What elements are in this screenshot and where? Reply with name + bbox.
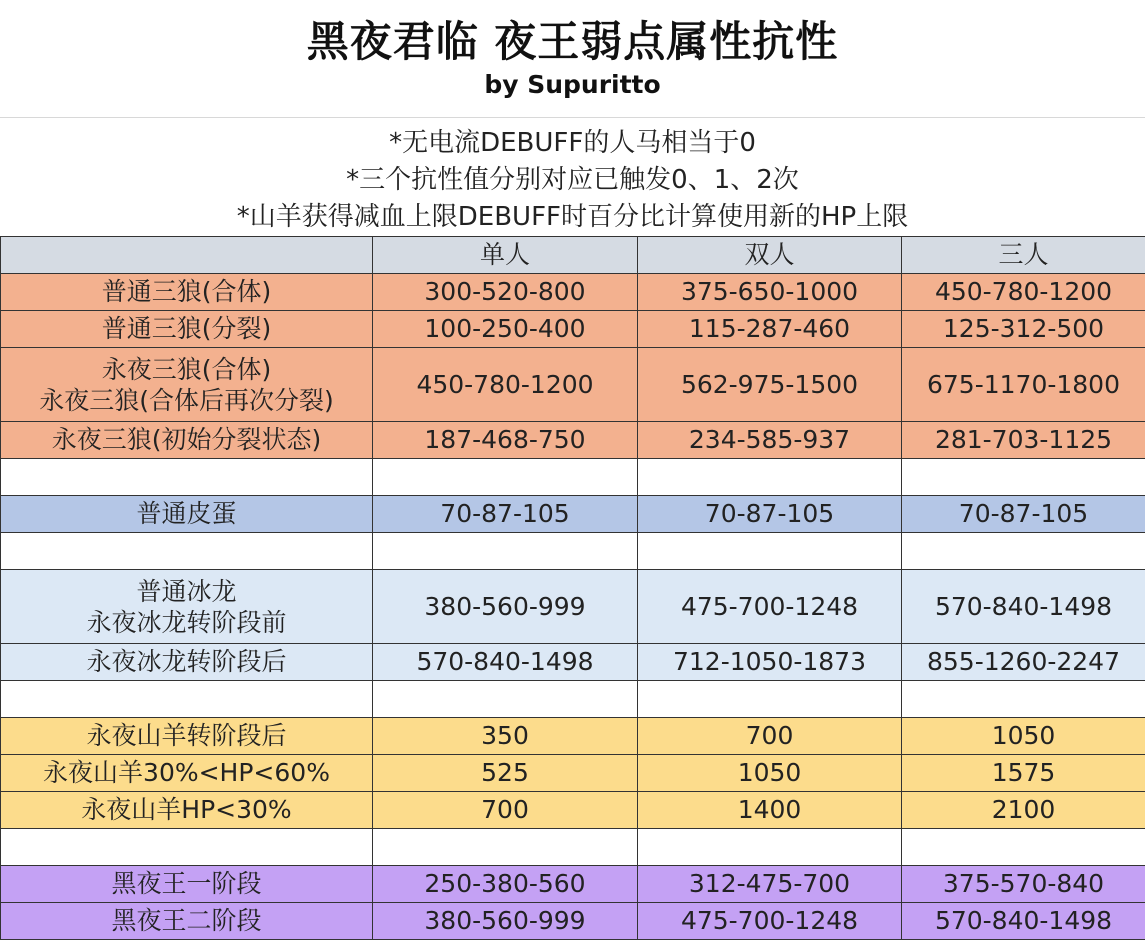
value-cell: 570-840-1498 <box>902 903 1145 940</box>
value-cell: 70-87-105 <box>638 496 902 533</box>
row-label <box>1 348 373 422</box>
page-title: 黑夜君临 夜王弱点属性抗性 <box>0 0 1145 70</box>
row-label: 永夜山羊30%<HP<60% <box>1 755 373 792</box>
value-cell: 70-87-105 <box>373 496 638 533</box>
table-row <box>1 311 1145 348</box>
column-header <box>1 237 373 274</box>
value-cell: 1400 <box>638 792 902 829</box>
row-label-line: 永夜冰龙转阶段前 <box>1 607 372 638</box>
row-label: 永夜三狼(初始分裂状态) <box>1 422 373 459</box>
row-label: 普通三狼(分裂) <box>1 311 373 348</box>
note-line: *山羊获得减血上限DEBUFF时百分比计算使用新的HP上限 <box>0 199 1145 236</box>
value-cell: 70-87-105 <box>902 496 1145 533</box>
value-cell: 562-975-1500 <box>638 348 902 422</box>
value-cell: 380-560-999 <box>373 570 638 644</box>
row-label <box>1 570 373 644</box>
column-header: 双人 <box>638 237 902 274</box>
value-cell: 450-780-1200 <box>902 274 1145 311</box>
value-cell: 570-840-1498 <box>902 570 1145 644</box>
column-header: 三人 <box>902 237 1145 274</box>
title-block <box>0 0 1145 118</box>
value-cell: 475-700-1248 <box>638 903 902 940</box>
row-label-line: 永夜三狼(合体) <box>1 354 372 385</box>
resistance-table <box>0 236 1145 940</box>
table-row <box>1 903 1145 940</box>
spacer-row <box>1 829 1145 866</box>
value-cell: 2100 <box>902 792 1145 829</box>
value-cell: 675-1170-1800 <box>902 348 1145 422</box>
value-cell: 1575 <box>902 755 1145 792</box>
value-cell: 380-560-999 <box>373 903 638 940</box>
value-cell: 475-700-1248 <box>638 570 902 644</box>
value-cell: 855-1260-2247 <box>902 644 1145 681</box>
value-cell: 312-475-700 <box>638 866 902 903</box>
table-row <box>1 866 1145 903</box>
table-row <box>1 422 1145 459</box>
spacer-row <box>1 459 1145 496</box>
spacer-row <box>1 533 1145 570</box>
value-cell: 115-287-460 <box>638 311 902 348</box>
table-row <box>1 644 1145 681</box>
row-label: 永夜冰龙转阶段后 <box>1 644 373 681</box>
value-cell: 375-650-1000 <box>638 274 902 311</box>
row-label: 黑夜王二阶段 <box>1 903 373 940</box>
row-label: 永夜山羊转阶段后 <box>1 718 373 755</box>
value-cell: 1050 <box>638 755 902 792</box>
value-cell: 100-250-400 <box>373 311 638 348</box>
row-label: 黑夜王一阶段 <box>1 866 373 903</box>
value-cell: 1050 <box>902 718 1145 755</box>
value-cell: 234-585-937 <box>638 422 902 459</box>
value-cell: 125-312-500 <box>902 311 1145 348</box>
column-header: 单人 <box>373 237 638 274</box>
table-row <box>1 348 1145 422</box>
table-row <box>1 496 1145 533</box>
table-row <box>1 792 1145 829</box>
row-label: 普通皮蛋 <box>1 496 373 533</box>
row-label: 永夜山羊HP<30% <box>1 792 373 829</box>
spacer-row <box>1 681 1145 718</box>
value-cell: 700 <box>373 792 638 829</box>
note-line: *无电流DEBUFF的人马相当于0 <box>0 125 1145 162</box>
value-cell: 570-840-1498 <box>373 644 638 681</box>
value-cell: 450-780-1200 <box>373 348 638 422</box>
table-row <box>1 718 1145 755</box>
table-header-row <box>1 237 1145 274</box>
value-cell: 350 <box>373 718 638 755</box>
value-cell: 250-380-560 <box>373 866 638 903</box>
table-row <box>1 755 1145 792</box>
table-row <box>1 570 1145 644</box>
row-label-line: 普通冰龙 <box>1 576 372 607</box>
note-line: *三个抗性值分别对应已触发0、1、2次 <box>0 162 1145 199</box>
value-cell: 375-570-840 <box>902 866 1145 903</box>
notes <box>0 118 1145 236</box>
row-label-line: 永夜三狼(合体后再次分裂) <box>1 385 372 416</box>
value-cell: 700 <box>638 718 902 755</box>
row-label: 普通三狼(合体) <box>1 274 373 311</box>
value-cell: 712-1050-1873 <box>638 644 902 681</box>
table-row <box>1 274 1145 311</box>
author-byline: by Supuritto <box>0 70 1145 100</box>
value-cell: 281-703-1125 <box>902 422 1145 459</box>
value-cell: 525 <box>373 755 638 792</box>
value-cell: 187-468-750 <box>373 422 638 459</box>
value-cell: 300-520-800 <box>373 274 638 311</box>
